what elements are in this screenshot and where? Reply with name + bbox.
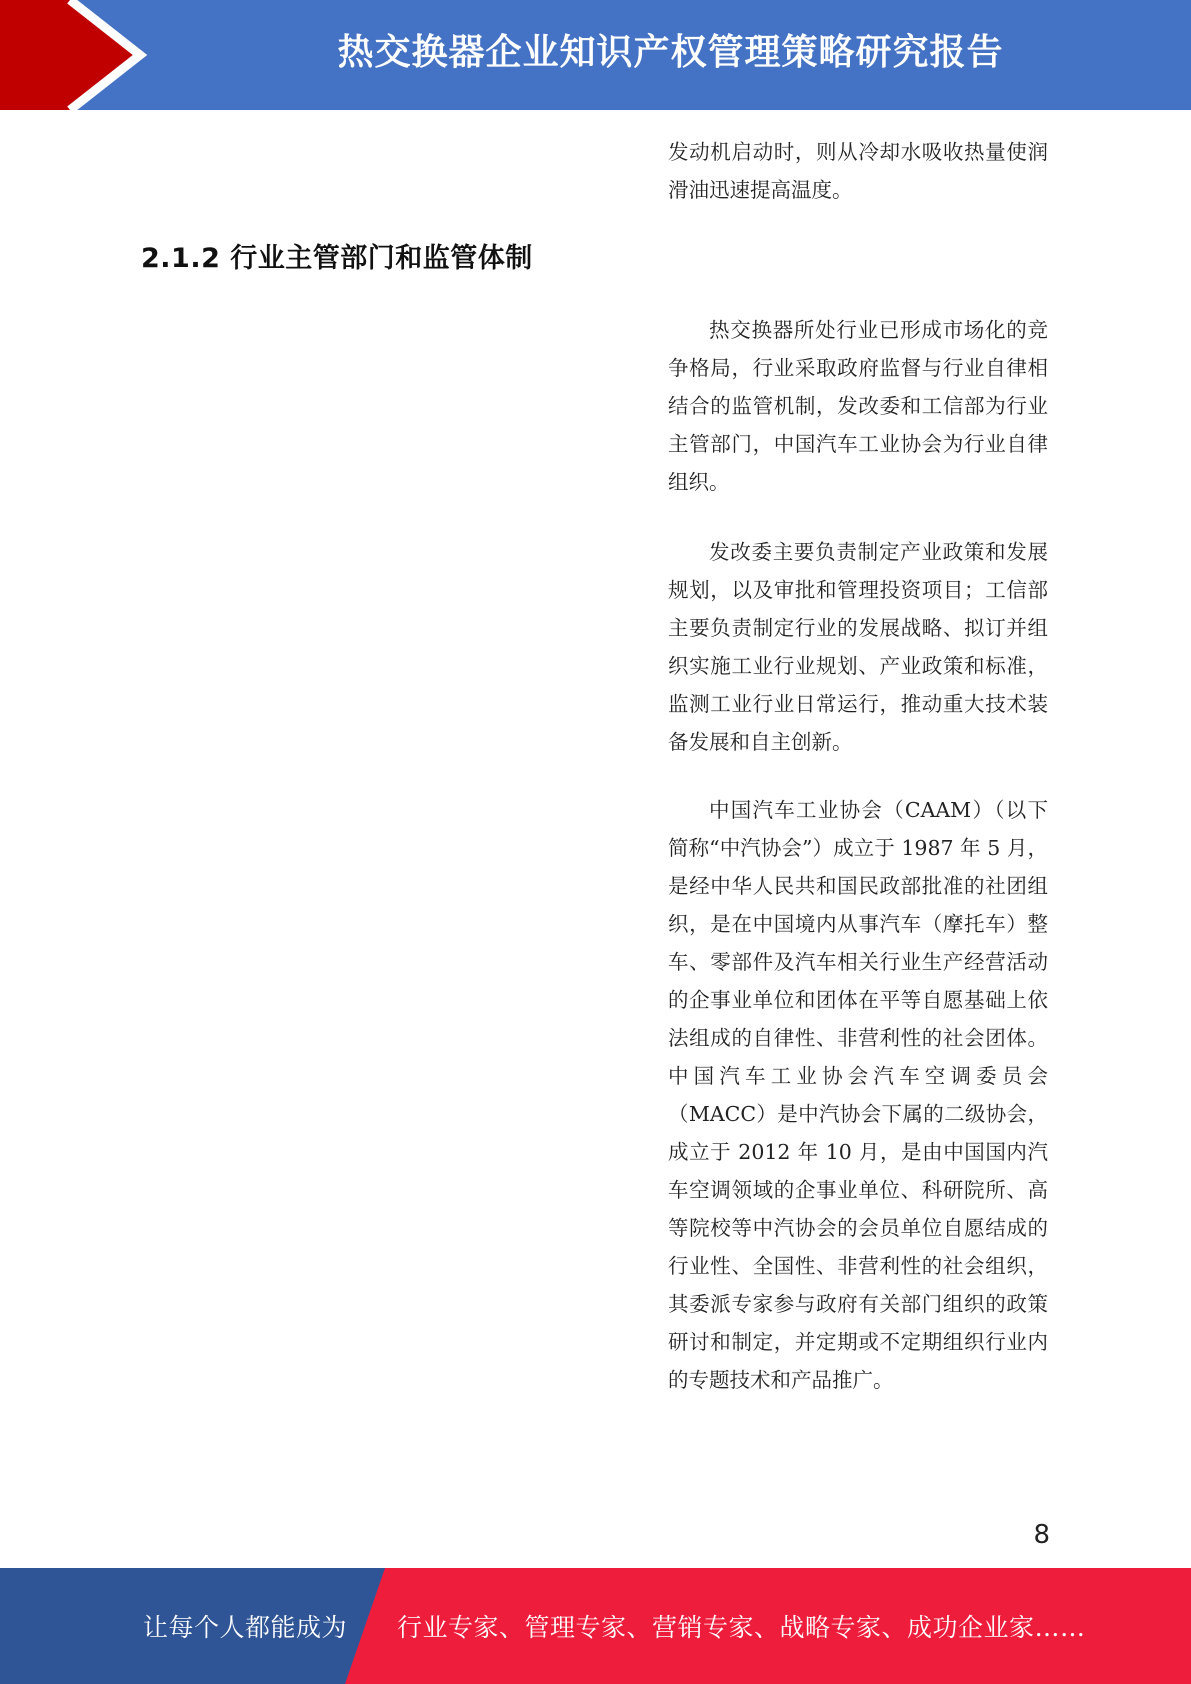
page-number: 8 (1033, 1520, 1050, 1550)
footer-banner (0, 1568, 1191, 1684)
header-banner (0, 0, 1191, 110)
report-title: 热交换器企业知识产权管理策略研究报告 (337, 32, 1004, 73)
body-paragraph-3: 中国汽车工业协会（CAAM）（以下简称“中汽协会”）成立于 1987 年 5 月，是经中华人民共和国民政部批准的社团组织，是在中国境内从事汽车（摩托车）整车、零部件及汽车相关行业生产经营活动的企事业单位和团体在平等自愿基础上依法组成的自律性、非营利性的社会团体。中国汽车工业协会汽车空调委员会（MACC）是中汽协会下属的二级协会，成立于 2012 年 10 月，是由中国国内汽车空调领域的企事业单位、科研院所、高等院校等中汽协会的会员单位自愿结成的行业性、全国性、非营利性的社会组织，其委派专家参与政府有关部门组织的政策研讨和制定，并定期或不定期组织行业内的专题技术和产品推广。 (668, 798, 1048, 1392)
continuation-paragraph: 发动机启动时，则从冷却水吸收热量使润滑油迅速提高温度。 (668, 140, 1048, 202)
body-paragraph-1: 热交换器所处行业已形成市场化的竞争格局，行业采取政府监督与行业自律相结合的监管机制，发改委和工信部为行业主管部门，中国汽车工业协会为行业自律组织。 (668, 318, 1048, 494)
section-heading: 2.1.2 行业主管部门和监管体制 (141, 243, 533, 274)
arrow-red-shape (0, 0, 140, 110)
footer-slogan-left: 让每个人都能成为 (143, 1613, 348, 1642)
footer-slogan-right: 行业专家、管理专家、营销专家、战略专家、成功企业家…… (397, 1613, 1086, 1642)
arrow-decoration-icon (0, 0, 160, 110)
body-paragraph-2: 发改委主要负责制定产业政策和发展规划，以及审批和管理投资项目；工信部主要负责制定行业的发展战略、拟订并组织实施工业行业规划、产业政策和标准，监测工业行业日常运行，推动重大技术装备发展和自主创新。 (668, 540, 1048, 754)
